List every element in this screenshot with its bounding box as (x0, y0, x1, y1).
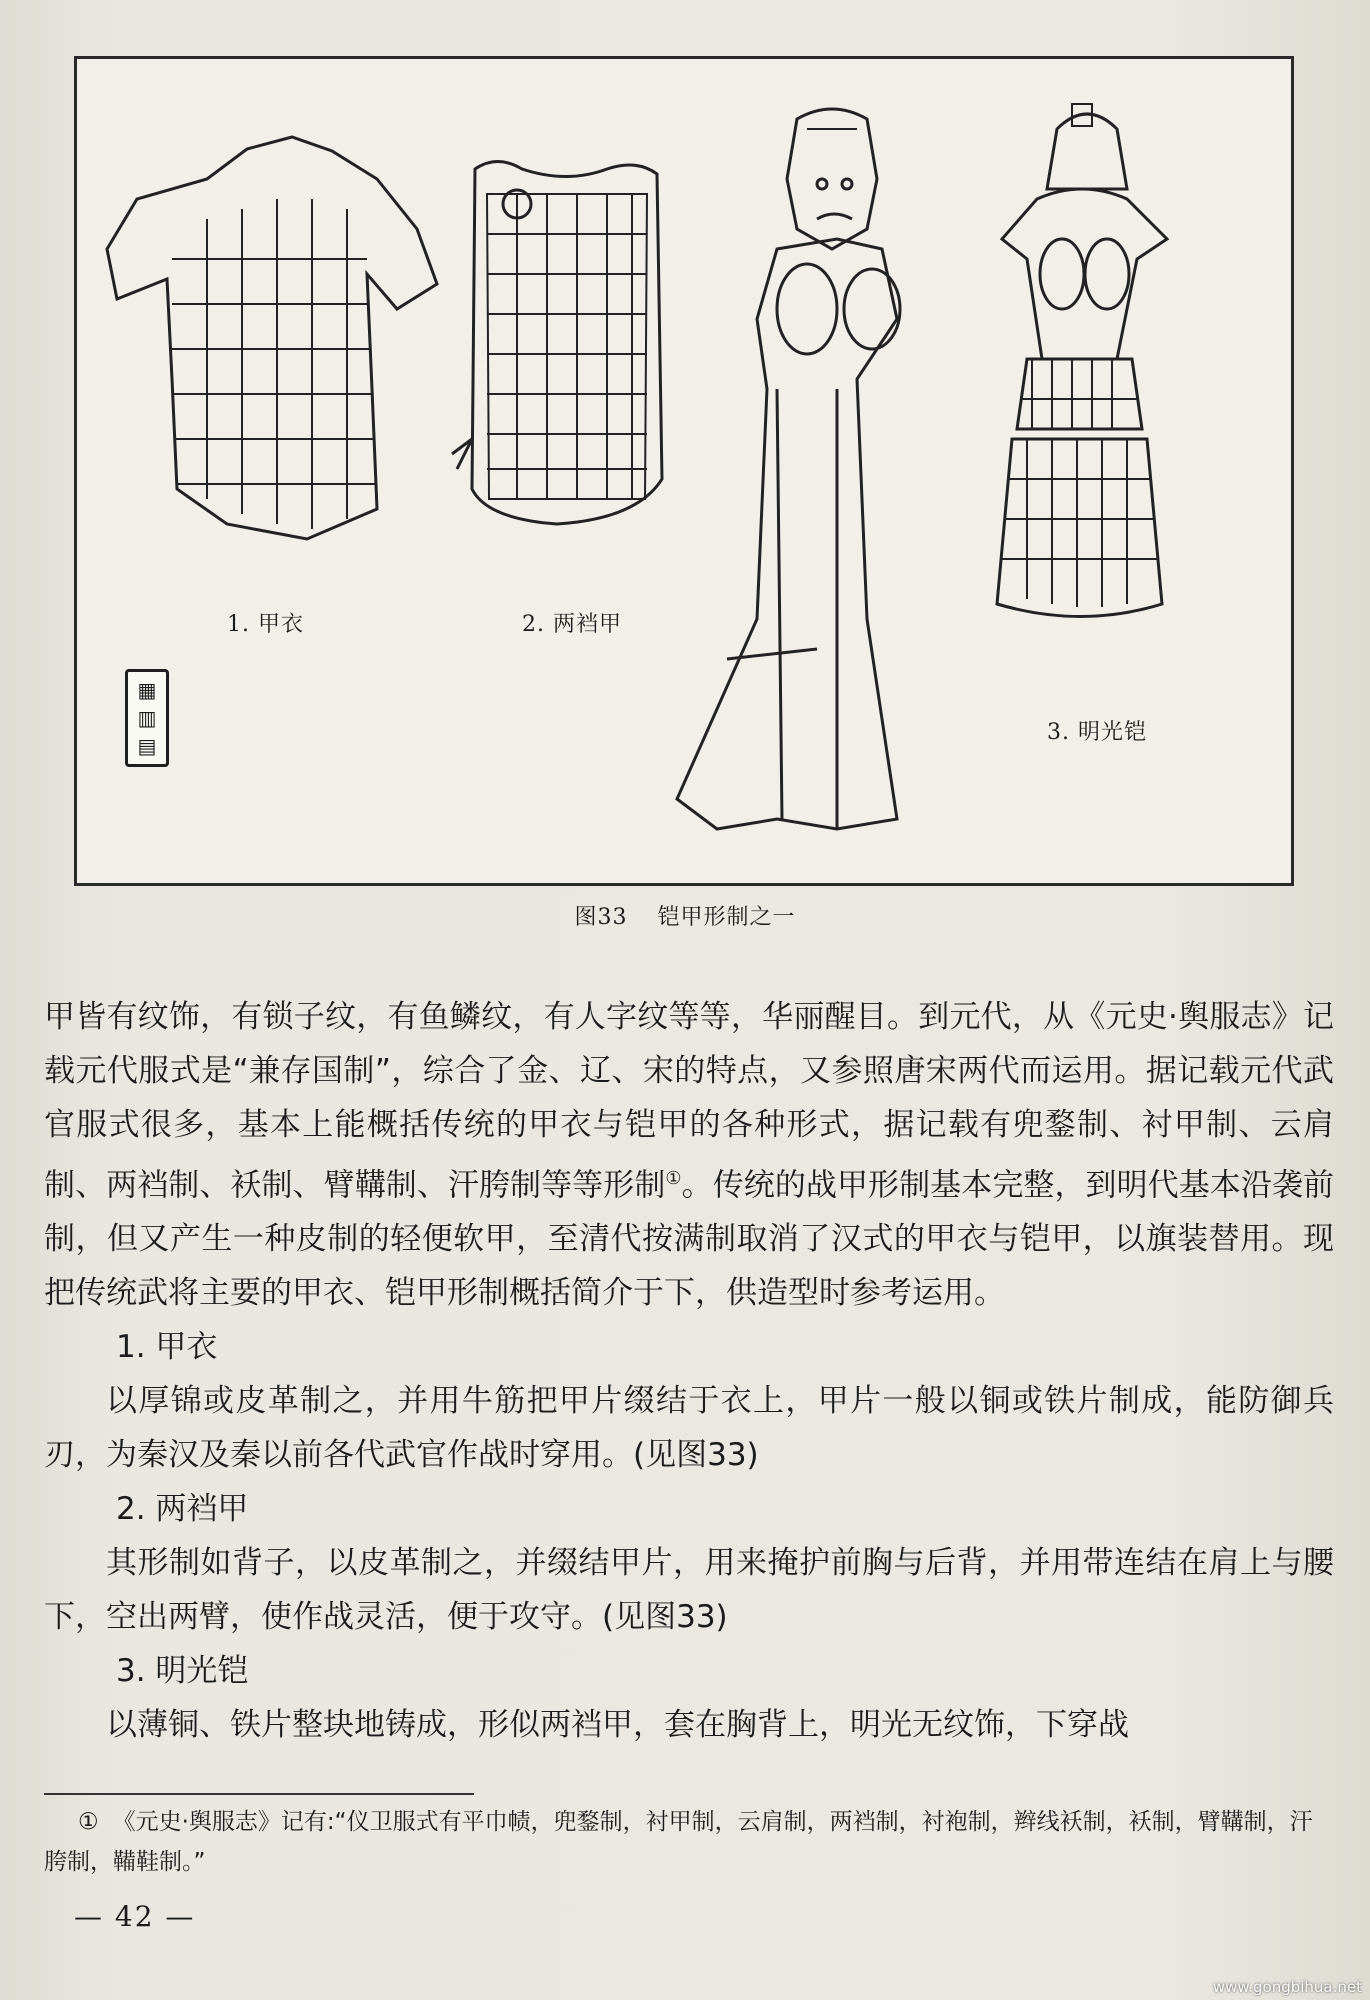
section-text-2: 其形制如背子，以皮革制之，并缀结甲片，用来掩护前胸与后背，并用带连结在肩上与腰下，空出两臂，使作战灵活，便于攻守。(见图33) (44, 1545, 1334, 1636)
footnote-divider (44, 1793, 474, 1795)
figure-33-illustration (74, 56, 1294, 886)
footnote-text: 《元史·舆服志》记有:“仪卫服式有平巾帻，兜鍪制，衬甲制，云肩制，两裆制，衬袍制，辫线袄制，袄制，臂鞲制，汗胯制，鞴鞋制。” (44, 1809, 1313, 1875)
armor-jiayi-drawing (107, 137, 437, 539)
footnote-mark: ① (78, 1809, 99, 1835)
footnote-reference: ① (665, 1168, 682, 1189)
section-heading-2: 2. 两裆甲 (116, 1491, 249, 1528)
armor-liangdangjia-drawing (452, 162, 662, 525)
body-paragraph: 甲皆有纹饰，有锁子纹，有鱼鳞纹，有人字纹等等，华丽醒目。到元代，从《元史·舆服志》记载元代服式是“兼存国制”，综合了金、辽、宋的特点，又参照唐宋两代而运用。据记载元代武官服式很多，基本上能概括传统的甲衣与铠甲的各种形式，据记载有兜鍪制、衬甲制、云肩制、两裆制、袄制、臂鞲制、汗胯制等等形制①。传统的战甲形制基本完整，到明代基本沿袭前制，但又产生一种皮制的轻便软甲，至清代按满制取消了汉式的甲衣与铠甲，以旗装替用。现把传统武将主要的甲衣、铠甲形制概括简介于下，供造型时参考运用。 (44, 999, 1335, 1312)
section-text-1: 以厚锦或皮革制之，并用牛筋把甲片缀结于衣上，甲片一般以铜或铁片制成，能防御兵刃，为秦汉及秦以前各代武官作战时穿用。(见图33) (44, 1383, 1334, 1474)
figure-item-2-label: 2. 两裆甲 (522, 612, 623, 637)
section-heading-3: 3. 明光铠 (116, 1653, 249, 1690)
site-watermark: www.gongbihua.net (1212, 1978, 1362, 1996)
figure-number: 图33 (574, 905, 628, 930)
warrior-figure-drawing (677, 109, 900, 829)
figure-caption (0, 900, 1370, 931)
page-number: — 42 — (74, 1900, 196, 1933)
armor-drawings (77, 59, 1291, 883)
section-text-3: 以薄铜、铁片整块地铸成，形似两裆甲，套在胸背上，明光无纹饰，下穿战 (106, 1707, 1129, 1744)
artist-seal-stamp: ▦ ▥ ▤ (125, 669, 169, 767)
footnote (44, 1802, 1334, 1882)
body-text (44, 990, 1334, 1752)
figure-item-1-label: 1. 甲衣 (227, 612, 305, 637)
figure-title: 铠甲形制之一 (657, 905, 796, 930)
section-heading-1: 1. 甲衣 (116, 1329, 218, 1366)
figure-item-3-label: 3. 明光铠 (1047, 720, 1148, 745)
armor-mingguangkai-drawing (997, 104, 1167, 617)
